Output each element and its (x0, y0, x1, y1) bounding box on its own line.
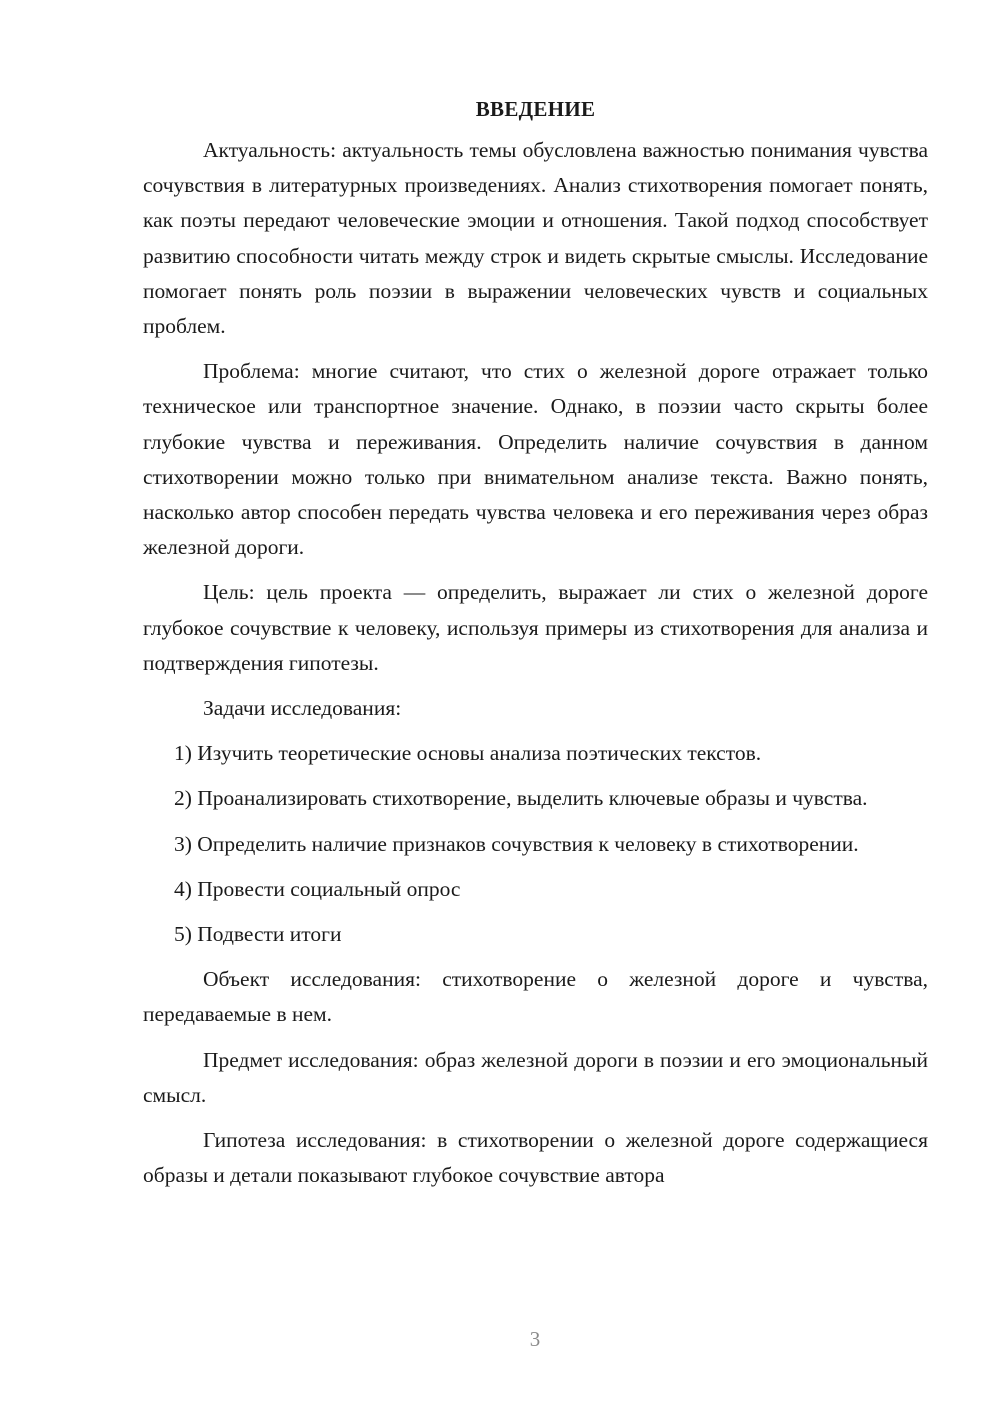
paragraph-object: Объект исследования: стихотворение о железной дороге и чувства, передаваемые в нем. (143, 967, 928, 1027)
task-item-3: 3) Определить наличие признаков сочувствия к человеку в стихотворении. (174, 831, 859, 856)
paragraph-hypothesis: Гипотеза исследования: в стихотворении о железной дороге содержащиеся образы и детали показывают глубокое сочувствие автора (143, 1128, 928, 1188)
task-item-1: 1) Изучить теоретические основы анализа поэтических текстов. (174, 741, 762, 766)
paragraph-tasks-heading: Задачи исследования: (203, 696, 402, 721)
page-title: ВВЕДЕНИЕ (475, 97, 596, 121)
paragraph-subject: Предмет исследования: образ железной дороги в поэзии и его эмоциональный смысл. (143, 1047, 928, 1107)
paragraph-goal: Цель: цель проекта — определить, выражает ли стих о железной дороге глубокое сочувствие к человеку, используя примеры из стихотворения для анализа и подтверждения гипотезы. (143, 580, 928, 675)
paragraph-problem: Проблема: многие считают, что стих о железной дороге отражает только техническое или транспортное значение. Однако, в поэзии часто скрыты более глубокие чувства и переживания. Определить наличие сочувствия в данном стихотворении можно только при внимательном анализе текста. Важно понять, насколько автор способен передать чувства человека и его переживания через образ железной дороги. (143, 359, 928, 560)
document-page (143, 92, 928, 1203)
task-item-5: 5) Подвести итоги (174, 922, 342, 947)
task-item-4: 4) Провести социальный опрос (174, 876, 461, 901)
paragraph-relevance: Актуальность: актуальность темы обусловлена важностью понимания чувства сочувствия в литературных произведениях. Анализ стихотворения помогает понять, как поэты передают человеческие эмоции и отношения. Такой подход способствует развитию способности читать между строк и видеть скрытые смыслы. Исследование помогает понять роль поэзии в выражении человеческих чувств и социальных проблем. (143, 138, 928, 339)
page-number: 3 (529, 1327, 541, 1351)
task-item-2: 2) Проанализировать стихотворение, выделить ключевые образы и чувства. (174, 786, 868, 811)
